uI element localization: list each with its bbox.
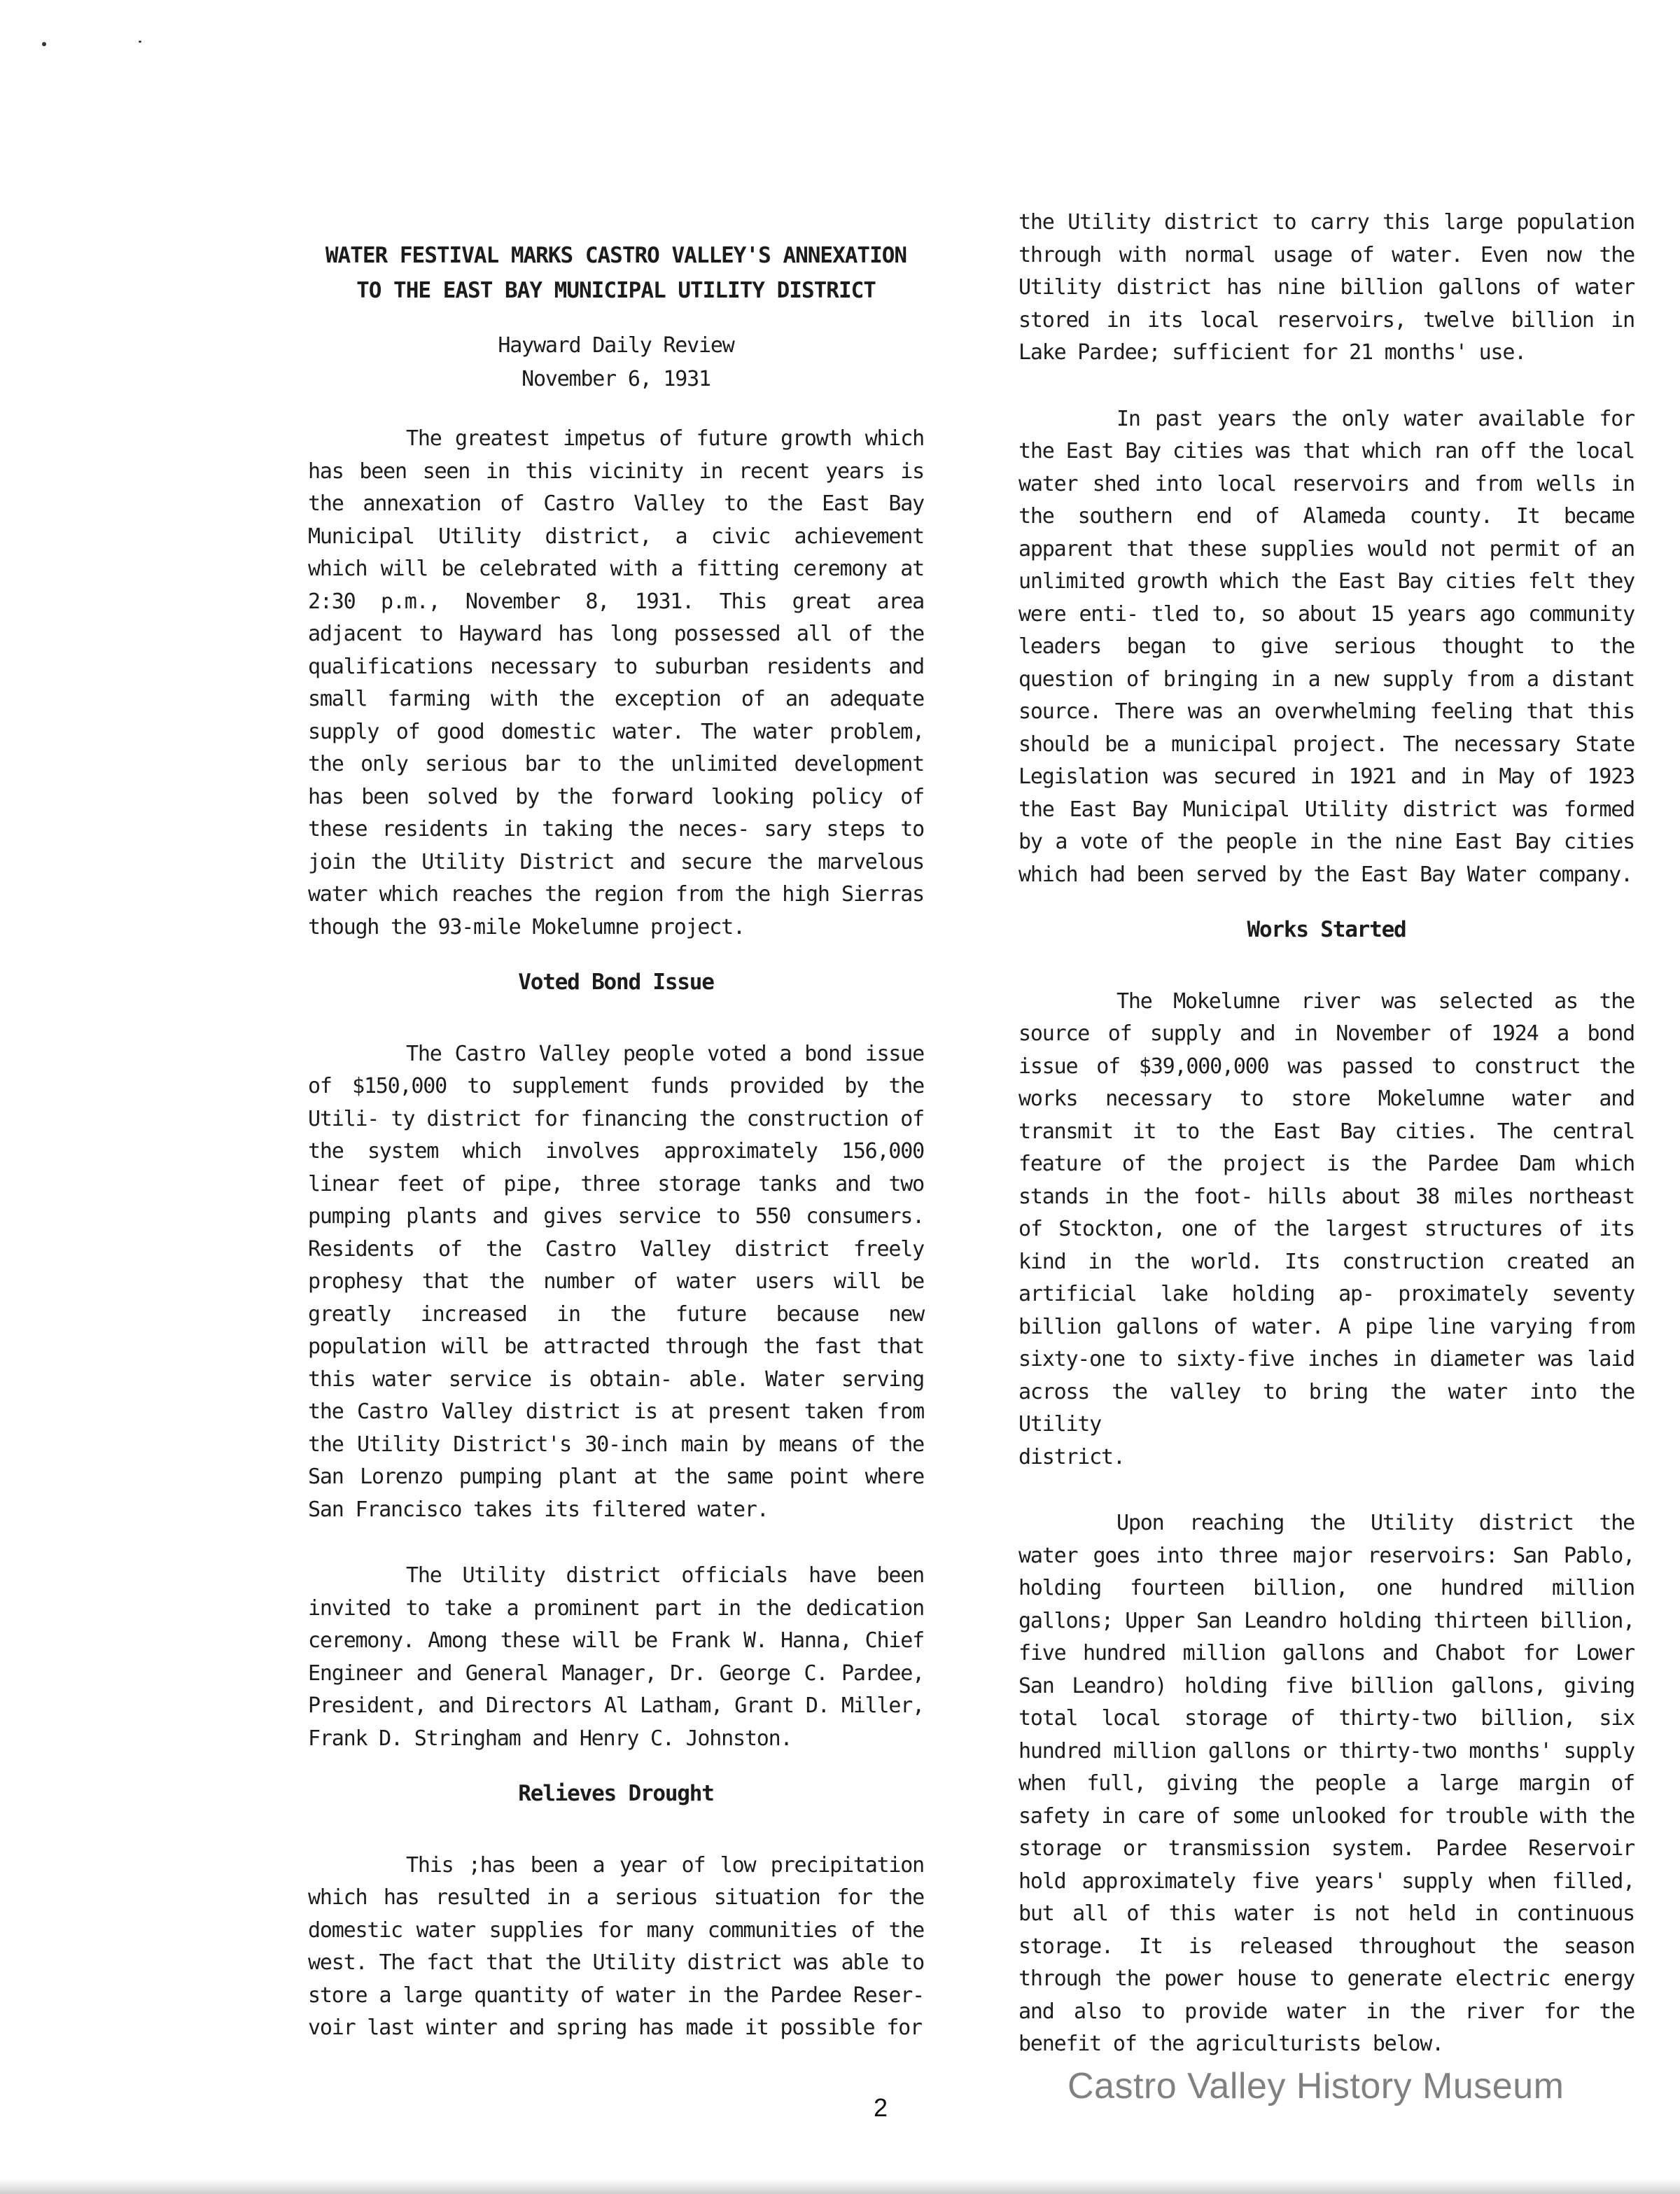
source-name: Hayward Daily Review xyxy=(498,333,734,358)
section-heading: Relieves Drought xyxy=(518,1781,714,1806)
paragraph-continuation: district. xyxy=(1018,1444,1125,1469)
scan-speck xyxy=(42,42,46,46)
article-title xyxy=(308,238,924,308)
article-source xyxy=(308,329,924,396)
title-line-2: TO THE EAST BAY MUNICIPAL UTILITY DISTRICT xyxy=(356,278,876,303)
section-heading: Works Started xyxy=(1247,917,1406,942)
museum-watermark: Castro Valley History Museum xyxy=(1068,2066,1564,2106)
source-date: November 6, 1931 xyxy=(522,367,710,391)
paragraph: The Castro Valley people voted a bond issue of $150,000 to supplement funds provided by the Utili- ty district for financing the construction of the system which involves approximately 156,000 linear feet of pipe, three storage tanks and two pumping plants and gives service to 550 consumers. Residents of the Castro Valley district freely prophesy that the number of water users will be greatly increased in the future because new population will be attracted through the fast that this water service is obtain- able. Water serving the Castro Valley district is at present taken from the Utility District's 30-inch main by means of the San Lorenzo pumping plant at the same point where San Francisco takes its filtered water. xyxy=(308,1041,924,1522)
left-column xyxy=(308,238,924,2045)
paragraph: The Mokelumne river was selected as the source of supply and in November of 1924 a bond issue of $39,000,000 was passed to construct the works necessary to store Mokelumne water and transmit it to the East Bay cities. The central feature of the project is the Pardee Dam which stands in the foot- hills about 38 miles northeast of Stockton, one of the largest structures of its kind in the world. Its construction created an artificial lake holding ap- proximately seventy billion gallons of water. A pipe line varying from sixty-one to sixty-five inches in diameter was laid across the valley to bring the water into the Utility xyxy=(1018,988,1634,1437)
paragraph: The greatest impetus of future growth which has been seen in this vicinity in recent years is the annexation of Castro Valley to the East Bay Municipal Utility district, a civic achievement which will be celebrated with a fitting ceremony at 2:30 p.m., November 8, 1931. This great area adjacent to Hayward has long possessed all of the qualifications necessary to suburban residents and small farming with the exception of an adequate supply of good domestic water. The water problem, the only serious bar to the unlimited development has been solved by the forward looking policy of these residents in taking the neces- sary steps to join the Utility District and secure the marvelous water which reaches the region from the high Sierras though the 93-mile Mokelumne project. xyxy=(308,426,924,939)
scan-speck xyxy=(139,41,141,43)
page-number: 2 xyxy=(873,2093,888,2122)
paragraph: The Utility district officials have been invited to take a prominent part in the dedication ceremony. Among these will be Frank W. Hanna, Chief Engineer and General Manager, Dr. George C. Pardee, President, and Directors Al Latham, Grant D. Miller, Frank D. Stringham and Henry C. Johnston. xyxy=(308,1563,924,1751)
paragraph: Upon reaching the Utility district the water goes into three major reservoirs: San Pablo, holding fourteen billion, one hundred million gallons; Upper San Leandro holding thirteen billion, five hundred million gallons and Chabot for Lower San Leandro) holding five billion gallons, giving total local storage of thirty-two billion, six hundred million gallons or thirty-two months' supply when full, giving the people a large margin of safety in care of some unlooked for trouble with the storage or transmission system. Pardee Reservoir hold approximately five years' supply when filled, but all of this water is not held in continuous storage. It is released throughout the season through the power house to generate electric energy and also to provide water in the river for the benefit of the agriculturists below. xyxy=(1018,1511,1634,2056)
title-line-1: WATER FESTIVAL MARKS CASTRO VALLEY'S ANNEXATION xyxy=(325,243,907,268)
right-column xyxy=(1018,207,1634,2061)
scan-edge-shadow xyxy=(0,2179,1680,2194)
paragraph: In past years the only water available for the East Bay cities was that which ran off the local water shed into local reservoirs and from wells in the southern end of Alameda county. It became apparent that these supplies would not permit of an unlimited growth which the East Bay cities felt they were enti- tled to, so about 15 years ago community leaders began to give serious thought to the question of bringing in a new supply from a distant source. There was an overwhelming feeling that this should be a municipal project. The necessary State Legislation was secured in 1921 and in May of 1923 the East Bay Municipal Utility district was formed by a vote of the people in the nine East Bay cities which had been served by the East Bay Water company. xyxy=(1018,406,1634,887)
section-heading: Voted Bond Issue xyxy=(518,970,714,995)
paragraph: This ;has been a year of low precipitation which has resulted in a serious situation for the domestic water supplies for many communities of the west. The fact that the Utility district was able to store a large quantity of water in the Pardee Reser- voir last winter and spring has made it possible for xyxy=(308,1852,924,2040)
paragraph: the Utility district to carry this large population through with normal usage of water. Even now the Utility district has nine billion gallons of water stored in its local reservoirs, twelve billion in Lake Pardee; sufficient for 21 months' use. xyxy=(1018,210,1634,365)
